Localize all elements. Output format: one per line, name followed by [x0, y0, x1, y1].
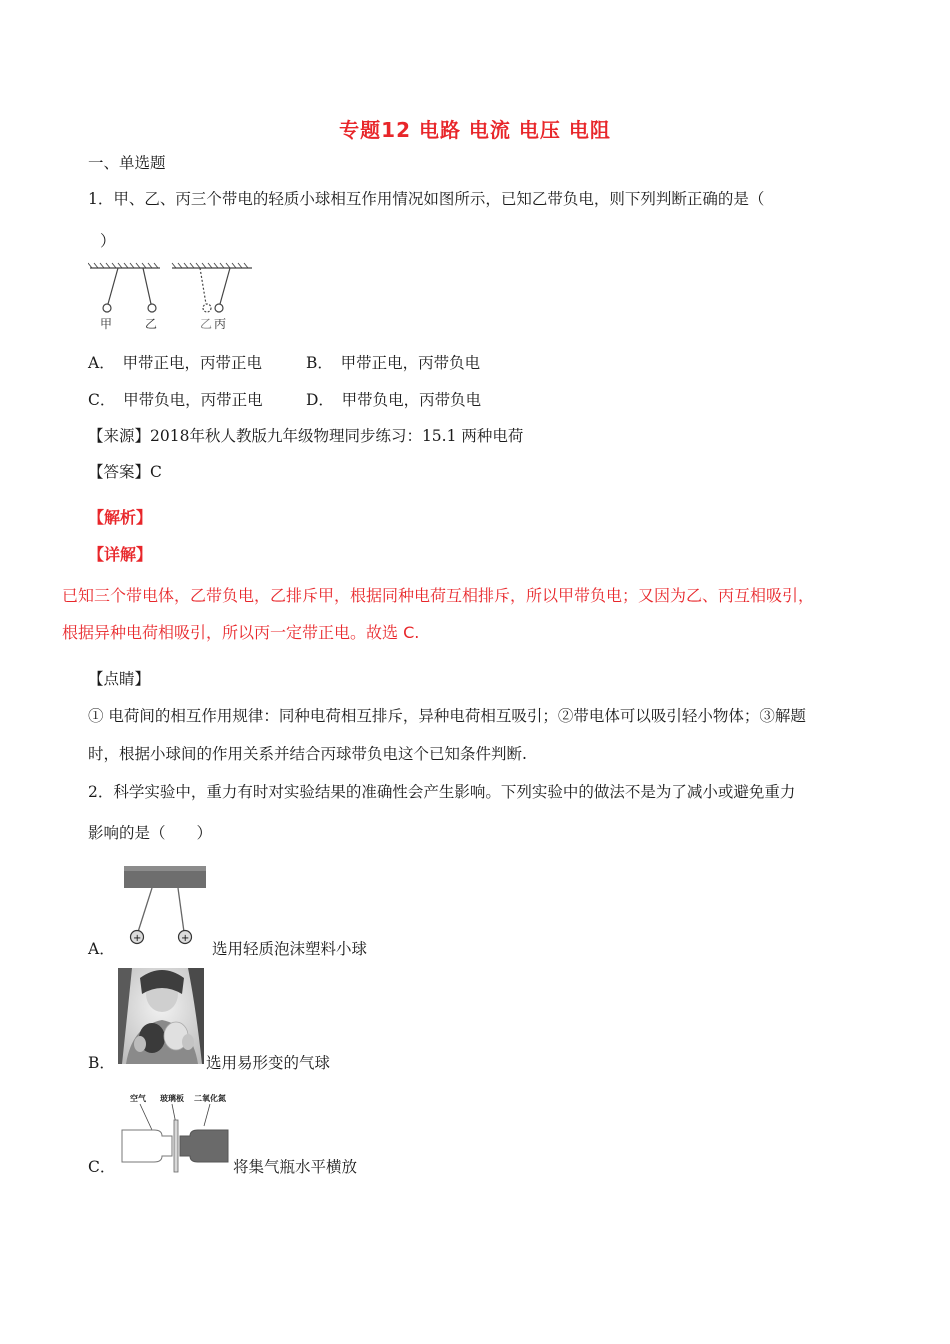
q1-figure-label-bing: 丙: [214, 317, 227, 331]
q2-figure-c-label-glass-plate: 玻璃板: [160, 1094, 184, 1103]
q2-figure-a-plus-right: +: [181, 933, 190, 944]
q2-option-b-text[interactable]: 选用易形变的气球: [206, 1054, 331, 1072]
q2-stem-line2: 影响的是（ ）: [88, 824, 213, 842]
q2-figure-a-plus-left: +: [133, 933, 142, 944]
q2-option-b-label[interactable]: B．: [88, 1054, 115, 1072]
q1-source: 【来源】2018年秋人教版九年级物理同步练习：15.1 两种电荷: [88, 427, 524, 445]
q1-stem-line2: ）: [100, 232, 116, 250]
q1-figure-hanging-balls: [88, 262, 258, 332]
q1-option-a[interactable]: A． 甲带正电，丙带正电: [88, 354, 262, 372]
q2-stem-line1: 2．科学实验中，重力有时对实验结果的准确性会产生影响。下列实验中的做法不是为了减小或避免重力: [88, 783, 796, 801]
q1-point-line2: 时，根据小球间的作用关系并结合丙球带负电这个已知条件判断.: [88, 745, 527, 763]
q2-figure-c-gas-jars: [118, 1090, 238, 1176]
q1-figure-label-yi: 乙: [145, 317, 158, 331]
q1-answer: 【答案】C: [88, 463, 162, 481]
q2-option-c-text[interactable]: 将集气瓶水平横放: [233, 1158, 358, 1176]
q2-figure-c-label-no2: 二氧化氮: [194, 1094, 226, 1103]
q1-analysis-heading: 【解析】: [88, 508, 153, 527]
page-title: 专题12 电路 电流 电压 电阻: [339, 118, 611, 142]
q2-figure-b-balloon-photo: [118, 968, 204, 1064]
q1-figure-label-yi-2: 乙: [200, 317, 213, 331]
q1-detail-heading: 【详解】: [88, 545, 153, 564]
q1-point-line1: ① 电荷间的相互作用规律：同种电荷相互排斥，异种电荷相互吸引；②带电体可以吸引轻小物体；③解题: [88, 707, 806, 725]
q1-detail-line2: 根据异种电荷相吸引，所以丙一定带正电。故选 C.: [62, 623, 420, 642]
q1-option-b[interactable]: B． 甲带正电，丙带负电: [306, 354, 481, 372]
q1-figure-label-jia: 甲: [100, 317, 113, 331]
q2-figure-a-foam-balls: [120, 862, 210, 952]
q2-figure-c-label-air: 空气: [130, 1094, 146, 1103]
q1-option-d[interactable]: D． 甲带负电，丙带负电: [306, 391, 482, 409]
q1-detail-line1: 已知三个带电体，乙带负电，乙排斥甲，根据同种电荷互相排斥，所以甲带负电；又因为乙、丙互相吸引，: [62, 586, 815, 605]
q1-point-heading: 【点睛】: [88, 670, 151, 688]
q2-option-a-label[interactable]: A．: [88, 940, 115, 958]
section-heading: 一、单选题: [88, 154, 166, 172]
q1-option-c[interactable]: C． 甲带负电，丙带正电: [88, 391, 263, 409]
q2-option-a-text[interactable]: 选用轻质泡沫塑料小球: [212, 940, 368, 958]
q1-stem-line1: 1．甲、乙、丙三个带电的轻质小球相互作用情况如图所示，已知乙带负电，则下列判断正确的是（: [88, 190, 765, 208]
q2-option-c-label[interactable]: C．: [88, 1158, 116, 1176]
